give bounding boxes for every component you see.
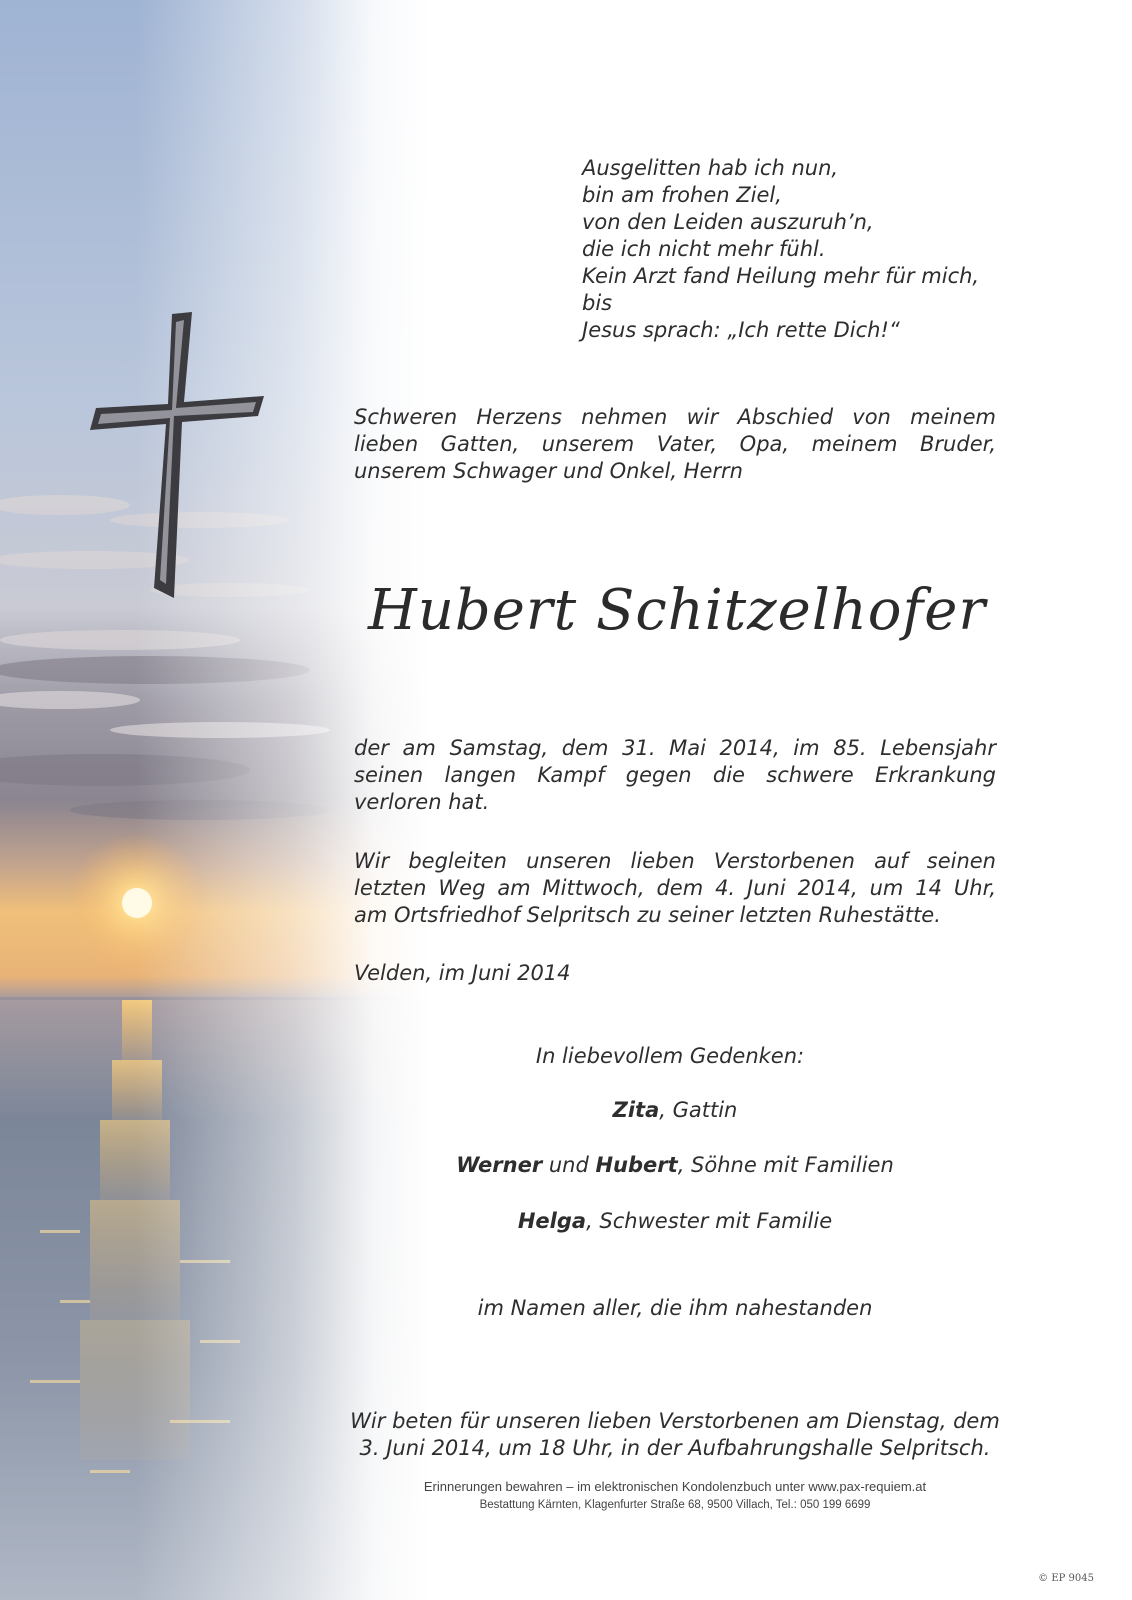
death-line: verloren hat. bbox=[354, 790, 490, 814]
burial-line: Wir begleiten unseren lieben Verstorbenen auf seinen bbox=[354, 849, 996, 873]
mourner-name: Werner bbox=[456, 1153, 543, 1177]
prayer-line: Wir beten für unseren lieben Verstorbenen am Dienstag, dem bbox=[350, 1409, 1000, 1433]
mourning-heading: In liebevollem Gedenken: bbox=[535, 1044, 805, 1068]
burial-notice bbox=[354, 848, 996, 929]
intro-paragraph bbox=[354, 404, 996, 485]
burial-line: am Ortsfriedhof Selpritsch zu seiner letzten Ruhestätte. bbox=[354, 903, 941, 927]
death-line: der am Samstag, dem 31. Mai 2014, im 85. Lebensjahr bbox=[354, 736, 996, 760]
mourner-name: Helga bbox=[517, 1209, 587, 1233]
poem-line: Ausgelitten hab ich nun, bbox=[582, 156, 839, 180]
prayer-notice bbox=[340, 1408, 1010, 1462]
prayer-line: 3. Juni 2014, um 18 Uhr, in der Aufbahrungshalle Selpritsch. bbox=[359, 1436, 991, 1460]
poem-line: von den Leiden auszuruh’n, bbox=[582, 210, 874, 234]
death-notice bbox=[354, 735, 996, 816]
intro-line: Schweren Herzens nehmen wir Abschied von meinem bbox=[354, 405, 996, 429]
poem bbox=[582, 155, 1012, 344]
poem-line: bin am frohen Ziel, bbox=[582, 183, 782, 207]
footer-address-line: Bestattung Kärnten, Klagenfurter Straße 68, 9500 Villach, Tel.: 050 199 6699 bbox=[479, 1499, 871, 1511]
mourner-connector: und bbox=[542, 1153, 596, 1177]
mourner-line bbox=[340, 1152, 1010, 1179]
mourner-line bbox=[340, 1097, 1010, 1124]
mourner-name: Hubert bbox=[595, 1153, 678, 1177]
cross-icon bbox=[88, 312, 268, 602]
poem-line: Kein Arzt fand Heilung mehr für mich, bis bbox=[582, 264, 980, 315]
intro-line: lieben Gatten, unserem Vater, Opa, meinem Bruder, bbox=[354, 432, 996, 456]
print-code: © EP 9045 bbox=[1038, 1573, 1094, 1584]
intro-line: unserem Schwager und Onkel, Herrn bbox=[354, 459, 743, 483]
death-line: seinen langen Kampf gegen die schwere Erkrankung bbox=[354, 763, 996, 787]
mourner-relation: , Gattin bbox=[659, 1098, 738, 1122]
mourner-name: Zita bbox=[612, 1098, 660, 1122]
deceased-name: Hubert Schitzelhofer bbox=[368, 578, 987, 643]
poem-line: Jesus sprach: „Ich rette Dich!“ bbox=[582, 318, 900, 342]
mourner-relation: , Söhne mit Familien bbox=[677, 1153, 894, 1177]
poem-line: die ich nicht mehr fühl. bbox=[582, 237, 826, 261]
mourner-relation: , Schwester mit Familie bbox=[586, 1209, 833, 1233]
footer-condolence-line: Erinnerungen bewahren – im elektronischen Kondolenzbuch unter www.pax-requiem.at bbox=[423, 1479, 927, 1494]
mourning-closing: im Namen aller, die ihm nahestanden bbox=[477, 1296, 873, 1320]
place-date: Velden, im Juni 2014 bbox=[354, 961, 571, 985]
burial-line: letzten Weg am Mittwoch, dem 4. Juni 2014, um 14 Uhr, bbox=[354, 876, 996, 900]
mourner-line bbox=[340, 1208, 1010, 1235]
